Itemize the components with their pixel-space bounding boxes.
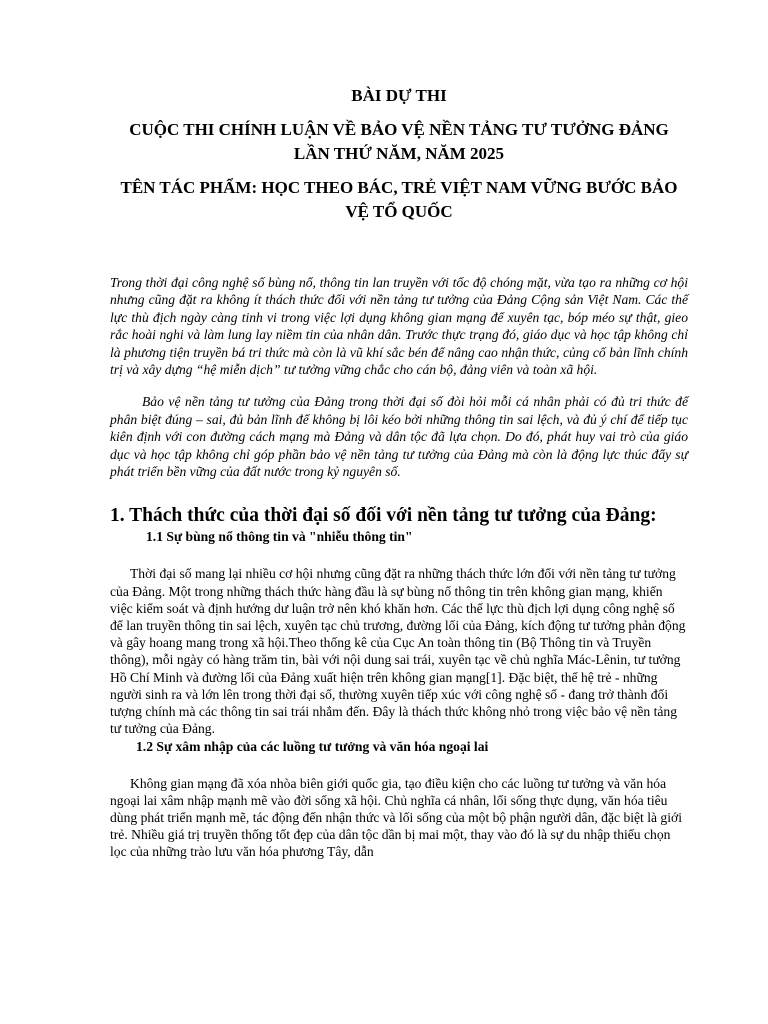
subsection-1-2-body: Không gian mạng đã xóa nhòa biên giới quốc gia, tạo điều kiện cho các luồng tư tưởng và văn hóa ngoại lai xâm nhập mạnh mẽ vào đời sống xã hội. Chủ nghĩa cá nhân, lối sống thực dụng, văn hóa tiêu dùng phát triển mạnh mẽ, tác động đến nhận thức và lối sống của một bộ phận người dân, đặc biệt là giới trẻ. Nhiều giá trị truyền thống tốt đẹp của dân tộc dần bị mai một, thay vào đó là sự du nhập thiếu chọn lọc của những trào lưu văn hóa phương Tây, dẫn — [110, 775, 682, 860]
abstract — [110, 274, 688, 480]
abstract-paragraph-1: Trong thời đại công nghệ số bùng nổ, thông tin lan truyền với tốc độ chóng mặt, vừa tạo ra những cơ hội nhưng cũng đặt ra không ít thách thức đối với nền tảng tư tưởng của Đảng Cộng sản Việt Nam. Các thế lực thù địch ngày càng tinh vi trong việc lợi dụng không gian mạng để xuyên tạc, bóp méo sự thật, gieo rắc hoài nghi và làm lung lay niềm tin của nhân dân. Trước thực trạng đó, giáo dục và học tập không chỉ là phương tiện truyền bá tri thức mà còn là vũ khí sắc bén để nâng cao nhận thức, củng cố bản lĩnh chính trị và xây dựng “hệ miễn dịch” tư tưởng vững chắc cho cán bộ, đảng viên và toàn xã hội. — [110, 275, 688, 378]
entry-label: BÀI DỰ THI — [351, 86, 447, 105]
subsection-1-2-heading: 1.2 Sự xâm nhập của các luồng tư tưởng và văn hóa ngoại lai — [136, 738, 489, 754]
subsection-1-1-heading: 1.1 Sự bùng nổ thông tin và "nhiễu thông tin" — [146, 529, 413, 545]
subsection-1-1-body: Thời đại số mang lại nhiều cơ hội nhưng cũng đặt ra những thách thức lớn đối với nền tảng tư tưởng của Đảng. Một trong những thách thức hàng đầu là sự bùng nổ thông tin trên không gian mạng, khiến việc kiểm soát và định hướng dư luận trở nên khó khăn hơn. Các thế lực thù địch lợi dụng công nghệ số để lan truyền thông tin sai lệch, xuyên tạc chủ trương, đường lối của Đảng, kích động tư tưởng phản động và gây hoang mang trong xã hội.Theo thống kê của Cục An toàn thông tin (Bộ Thông tin và Truyền thông), mỗi ngày có hàng trăm tin, bài với nội dung sai trái, xuyên tạc về chủ nghĩa Mác-Lênin, tư tưởng Hồ Chí Minh và đường lối của Đảng xuất hiện trên không gian mạng[1]. Đặc biệt, thế hệ trẻ - những người sinh ra và lớn lên trong thời đại số, thường xuyên tiếp xúc với công nghệ số - đang trở thành đối tượng chính mà các thông tin sai trái nhắm đến. Đây là thách thức không nhỏ trong việc bảo vệ nền tảng tư tưởng của Đảng. — [110, 566, 686, 737]
abstract-paragraph-2: Bảo vệ nền tảng tư tưởng của Đảng trong thời đại số đòi hỏi mỗi cá nhân phải có đủ tri thức để phân biệt đúng – sai, đủ bản lĩnh để không bị lôi kéo bởi những thông tin sai lệch, và đủ ý chí để tiếp tục kiên định với con đường cách mạng mà Đảng và dân tộc đã lựa chọn. Do đó, phát huy vai trò của giáo dục và học tập không chỉ góp phần bảo vệ nền tảng tư tưởng của Đảng mà còn là động lực thúc đẩy sự phát triển bền vững của đất nước trong kỷ nguyên số. — [110, 394, 688, 480]
section-1-heading: 1. Thách thức của thời đại số đối với nền tảng tư tưởng của Đảng: — [110, 505, 657, 527]
work-title: TÊN TÁC PHẨM: HỌC THEO BÁC, TRẺ VIỆT NAM VỮNG BƯỚC BẢO VỆ TỔ QUỐC — [120, 178, 678, 221]
title-block — [110, 86, 688, 224]
contest-title: CUỘC THI CHÍNH LUẬN VỀ BẢO VỆ NỀN TẢNG TƯ TƯỞNG ĐẢNG LẦN THỨ NĂM, NĂM 2025 — [129, 120, 669, 163]
